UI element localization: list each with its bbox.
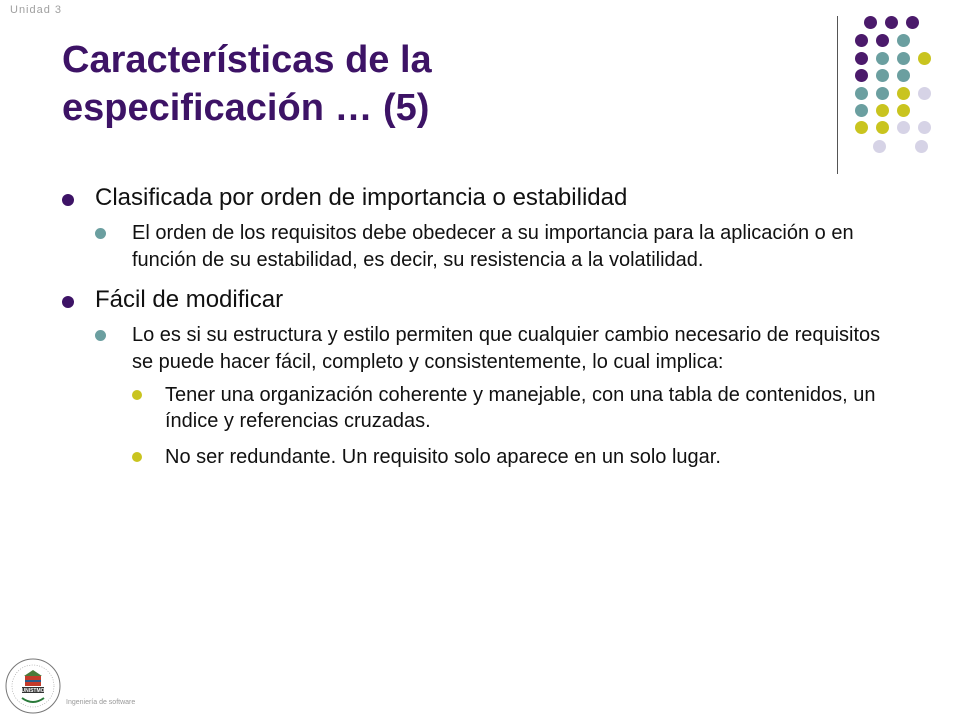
decorative-dot-icon xyxy=(876,52,889,65)
decorative-dot-icon xyxy=(897,87,910,100)
decorative-dot-icon xyxy=(897,69,910,82)
decorative-dot-icon xyxy=(918,121,931,134)
decorative-dot-icon xyxy=(918,87,931,100)
decorative-dot-icon xyxy=(855,121,868,134)
bullet-list xyxy=(62,184,902,470)
decorative-dot-icon xyxy=(864,16,877,29)
slide-title xyxy=(62,36,802,132)
sub-bullet-list xyxy=(62,322,902,470)
decorative-dot-icon xyxy=(885,16,898,29)
bullet-item xyxy=(62,184,902,274)
bullet-item xyxy=(62,286,902,470)
bullet-text: Fácil de modificar xyxy=(95,286,284,313)
logo-text: UNISTMO xyxy=(21,688,45,694)
sub-sub-bullet-text: No ser redundante. Un requisito solo aparece en un solo lugar. xyxy=(165,446,721,468)
decorative-dot-icon xyxy=(876,69,889,82)
sub-sub-bullet-text: Tener una organización coherente y manejable, con una tabla de contenidos, un índice y referencias cruzadas. xyxy=(165,384,876,432)
decorative-dot-icon xyxy=(855,52,868,65)
decorative-dot-icon xyxy=(855,87,868,100)
decorative-dot-icon xyxy=(897,52,910,65)
sub-sub-bullet-item xyxy=(132,382,902,434)
slide-title-line-1: Características de la xyxy=(62,39,432,81)
university-seal-logo xyxy=(4,656,62,716)
decorative-dot-icon xyxy=(855,34,868,47)
decorative-dot-icon xyxy=(855,69,868,82)
sub-sub-bullet-list xyxy=(132,382,902,470)
decorative-dot-icon xyxy=(876,104,889,117)
sub-bullet-list xyxy=(62,220,902,274)
sub-bullet-text: El orden de los requisitos debe obedecer a su importancia para la aplicación o en función de su estabilidad, es decir, su resistencia a la volatilidad. xyxy=(132,222,854,271)
sub-sub-bullet-item xyxy=(132,444,902,470)
decorative-dot-icon xyxy=(897,121,910,134)
decorative-dot-icon xyxy=(918,52,931,65)
slide-content xyxy=(62,184,902,482)
sub-sub-bullet-dot-icon xyxy=(132,452,142,462)
decorative-dot-icon xyxy=(897,104,910,117)
decorative-dot-icon xyxy=(876,121,889,134)
decorative-dot-icon xyxy=(915,140,928,153)
sub-bullet-text: Lo es si su estructura y estilo permiten que cualquier cambio necesario de requisitos se puede hacer fácil, completo y consistentemente, lo cual implica: xyxy=(132,324,881,373)
bullet-text: Clasificada por orden de importancia o estabilidad xyxy=(95,184,628,211)
footer-course-name: Ingeniería de software xyxy=(66,699,136,706)
sub-bullet-dot-icon xyxy=(95,228,106,239)
slide-title-line-2: especificación … (5) xyxy=(62,87,430,129)
bullet-dot-icon xyxy=(62,194,74,206)
sub-bullet-item xyxy=(95,220,902,274)
sub-sub-bullet-dot-icon xyxy=(132,390,142,400)
bullet-dot-icon xyxy=(62,296,74,308)
decorative-dot-icon xyxy=(906,16,919,29)
sub-bullet-dot-icon xyxy=(95,330,106,341)
decorative-dot-icon xyxy=(876,34,889,47)
unit-label: Unidad 3 xyxy=(10,4,63,16)
decorative-divider xyxy=(837,16,838,174)
decorative-dot-icon xyxy=(873,140,886,153)
decorative-dot-icon xyxy=(897,34,910,47)
decorative-dot-icon xyxy=(855,104,868,117)
sub-bullet-item xyxy=(95,322,902,470)
decorative-dot-icon xyxy=(876,87,889,100)
